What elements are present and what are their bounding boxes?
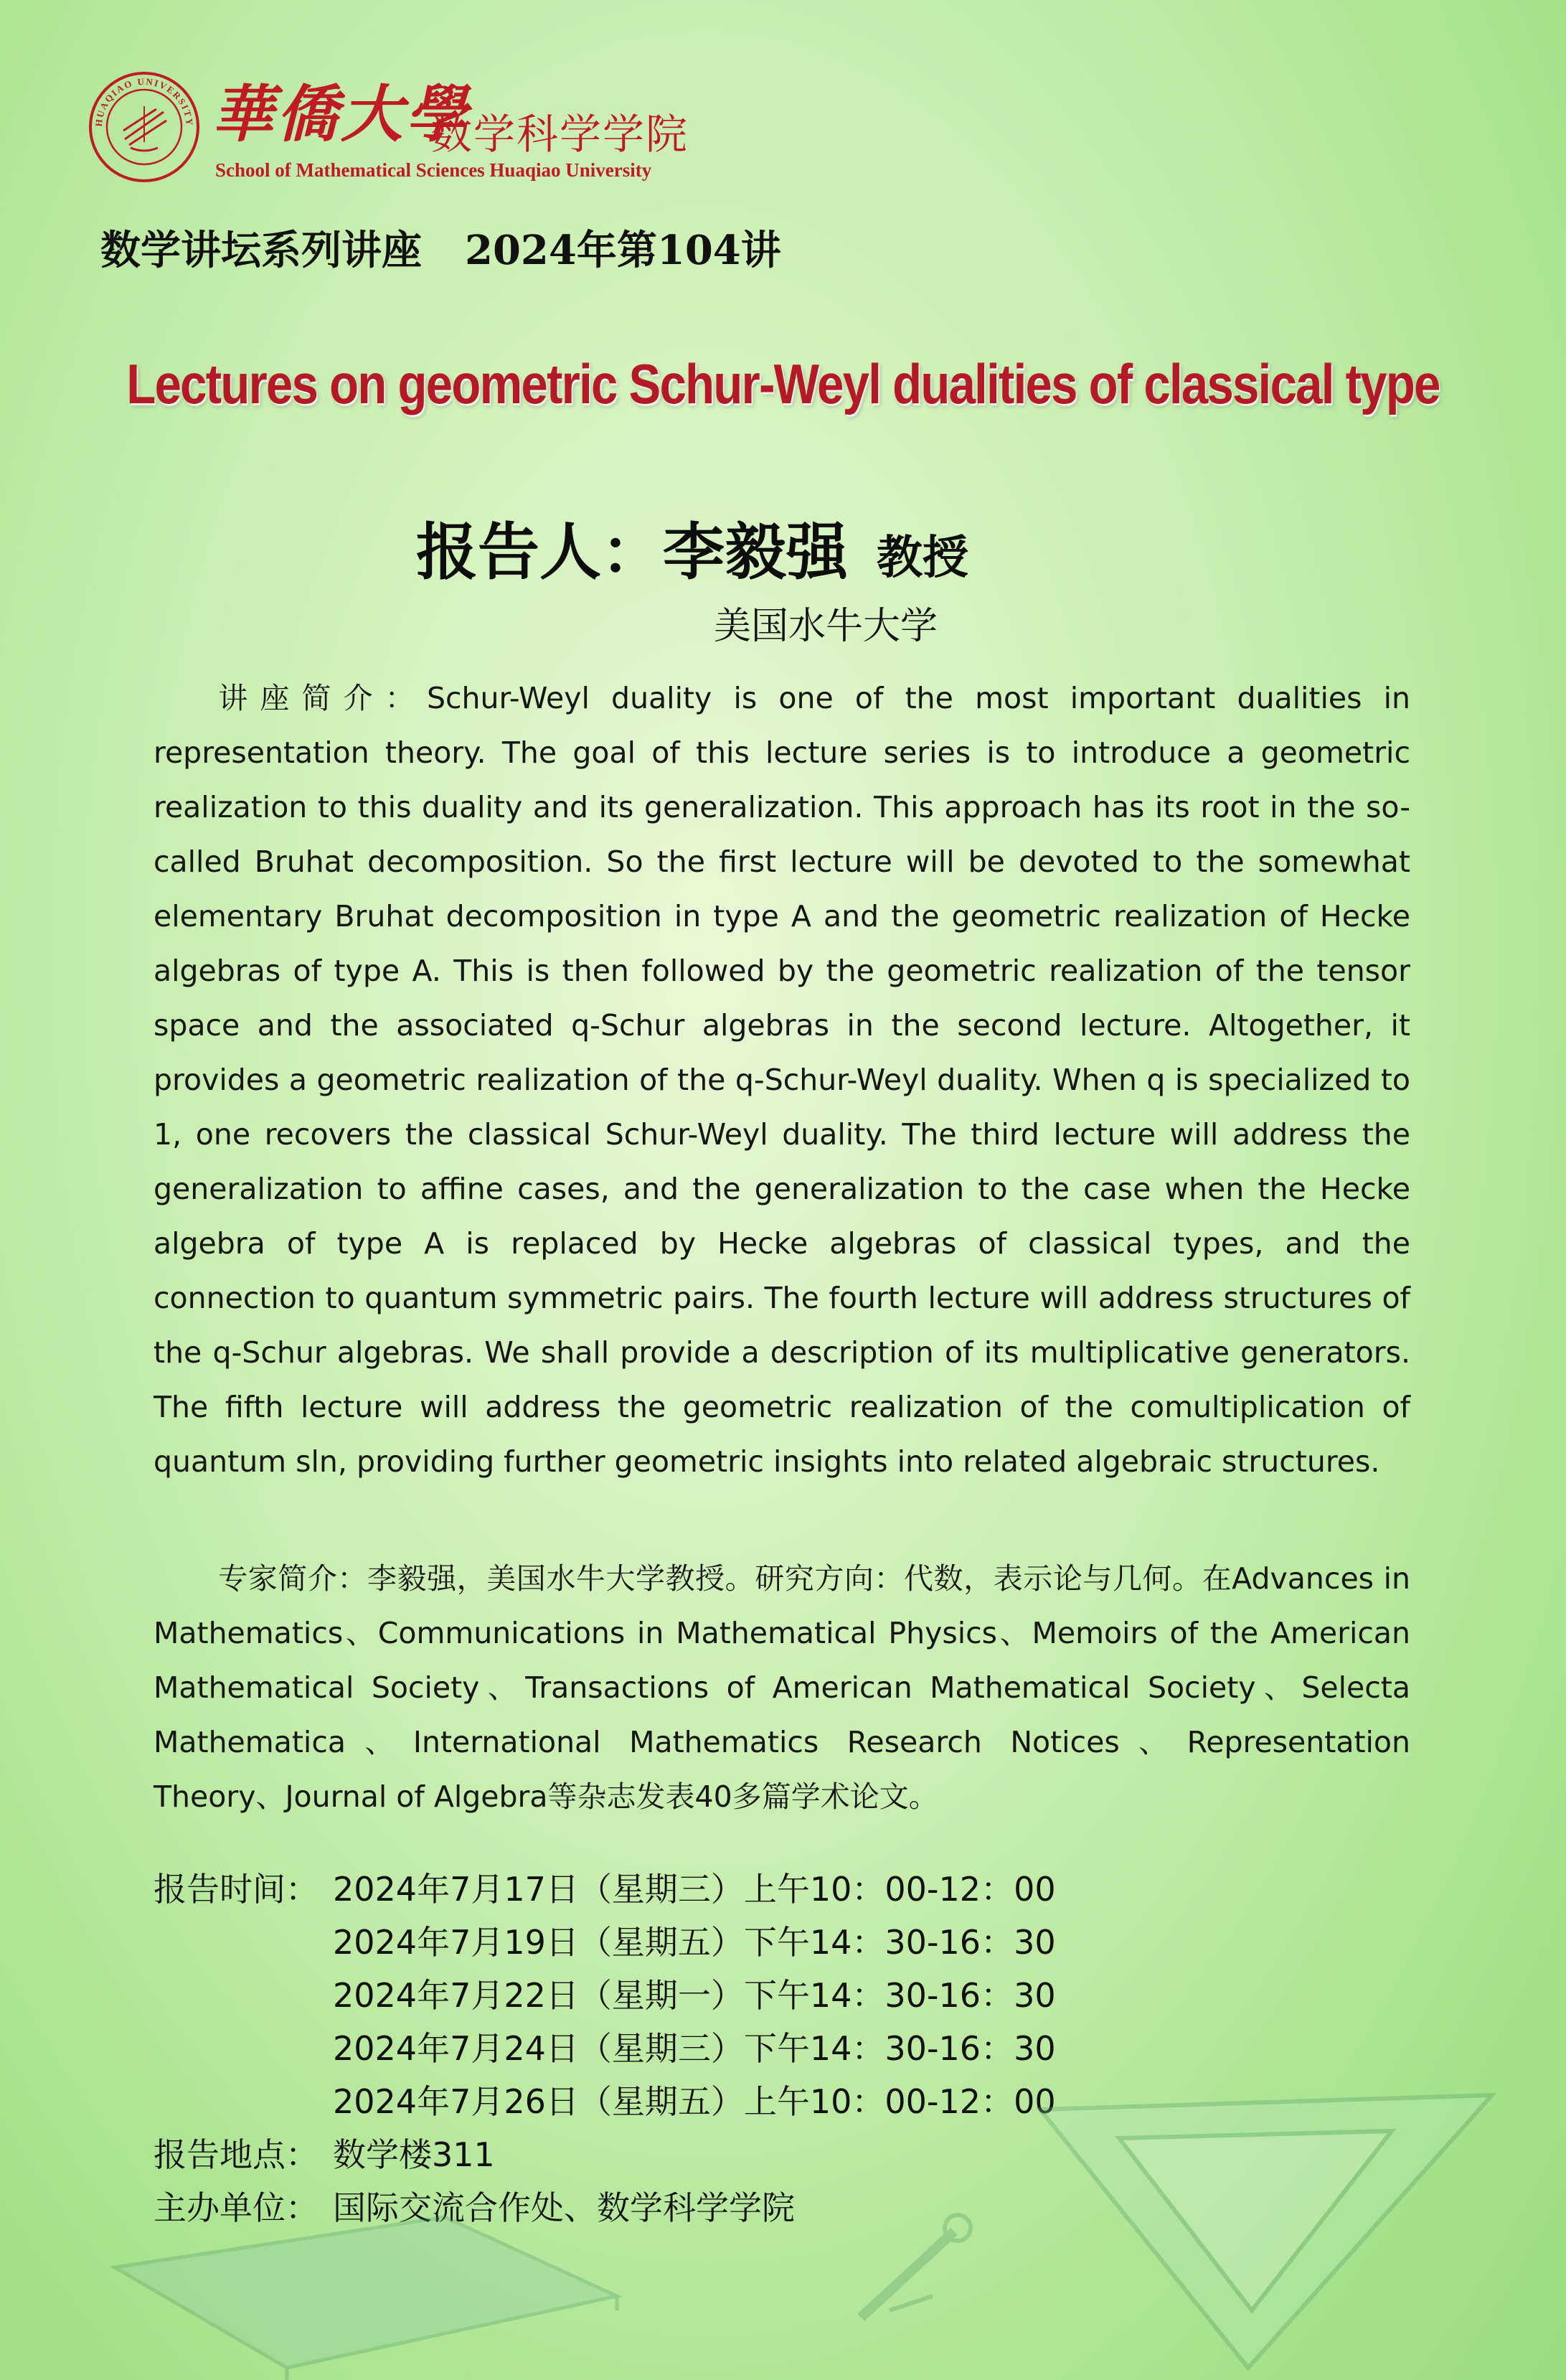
time-slot: 2024年7月24日（星期三）下午14：30-16：30 — [333, 2029, 1056, 2068]
lecture-title: Lectures on geometric Schur-Weyl dualities of classical type — [126, 352, 1440, 415]
university-seal-logo — [88, 70, 201, 184]
speaker-name: 报告人：李毅强 — [416, 517, 848, 588]
time-slot: 2024年7月17日（星期三）上午10：00-12：00 — [333, 1870, 1056, 1909]
university-name-cn: 華僑大學 — [212, 78, 470, 151]
place-value: 数学楼311 — [333, 2135, 495, 2174]
time-slot: 2024年7月22日（星期一）下午14：30-16：30 — [333, 1976, 1056, 2015]
speaker-rank: 教授 — [877, 532, 968, 585]
abstract-paragraph: 讲座简介：Schur-Weyl duality is one of the most important dualities in representation theory. The goal of this lecture series is to introduce a geometric realization to this duality and its generalization. This approach has its root in the so-called Bruhat decomposition. So the first lecture will be devoted to the somewhat elementary Bruhat decomposition in type A and the geometric realization of Hecke algebras of type A. This is then followed by the geometric realization of the tensor space and the associated q-Schur algebras in the second lecture. Altogether, it provides a geometric realization of the q-Schur-Weyl duality. When q is specialized to 1, one recovers the classical Schur-Weyl duality. The third lecture will address the generalization to affine cases, and the generalization to the case when the Hecke algebra of type A is replaced by Hecke algebras of classical types, and the connection to quantum symmetric pairs. The fourth lecture will address structures of the q-Schur algebras. We shall provide a description of its multiplicative generators. The fifth lecture will address the geometric realization of the comultiplication of quantum sln, providing further geometric insights into related algebraic structures. — [154, 681, 1410, 1479]
time-row — [154, 1863, 1056, 1916]
lecture-series-line — [100, 219, 781, 276]
speaker-affiliation: 美国水牛大学 — [714, 605, 938, 648]
series-number: 2024年第104讲 — [465, 227, 781, 274]
time-label: 报告时间： — [154, 1870, 319, 1909]
time-slot: 2024年7月19日（星期五）下午14：30-16：30 — [333, 1923, 1056, 1962]
time-row — [154, 1916, 1056, 1969]
time-slot: 2024年7月26日（星期五）上午10：00-12：00 — [333, 2082, 1056, 2121]
place-label: 报告地点： — [154, 2135, 319, 2174]
speaker-bio-paragraph: 专家简介：李毅强，美国水牛大学教授。研究方向：代数，表示论与几何。在Advances in Mathematics、Communications in Mathematical Physics、Memoirs of the American Mathematical Society、Transactions of American Mathematical Society、Selecta Mathematica、International Mathematics Research Notices、Representation Theory、Journal of Algebra等杂志发表40多篇学术论文。 — [154, 1561, 1410, 1814]
host-value: 国际交流合作处、数学科学学院 — [333, 2188, 795, 2227]
seal-text: HUAQIAO UNIVERSITY — [93, 75, 196, 128]
decorative-stationery-illustration — [0, 2081, 1566, 2380]
school-name-en: School of Mathematical Sciences Huaqiao University — [215, 159, 652, 181]
host-label: 主办单位： — [154, 2188, 319, 2227]
speaker-line — [416, 502, 968, 591]
series-name: 数学讲坛系列讲座 — [100, 227, 422, 274]
school-name-cn: 数学科学学院 — [430, 110, 689, 159]
time-row — [154, 1969, 1056, 2022]
time-row — [154, 2022, 1056, 2075]
